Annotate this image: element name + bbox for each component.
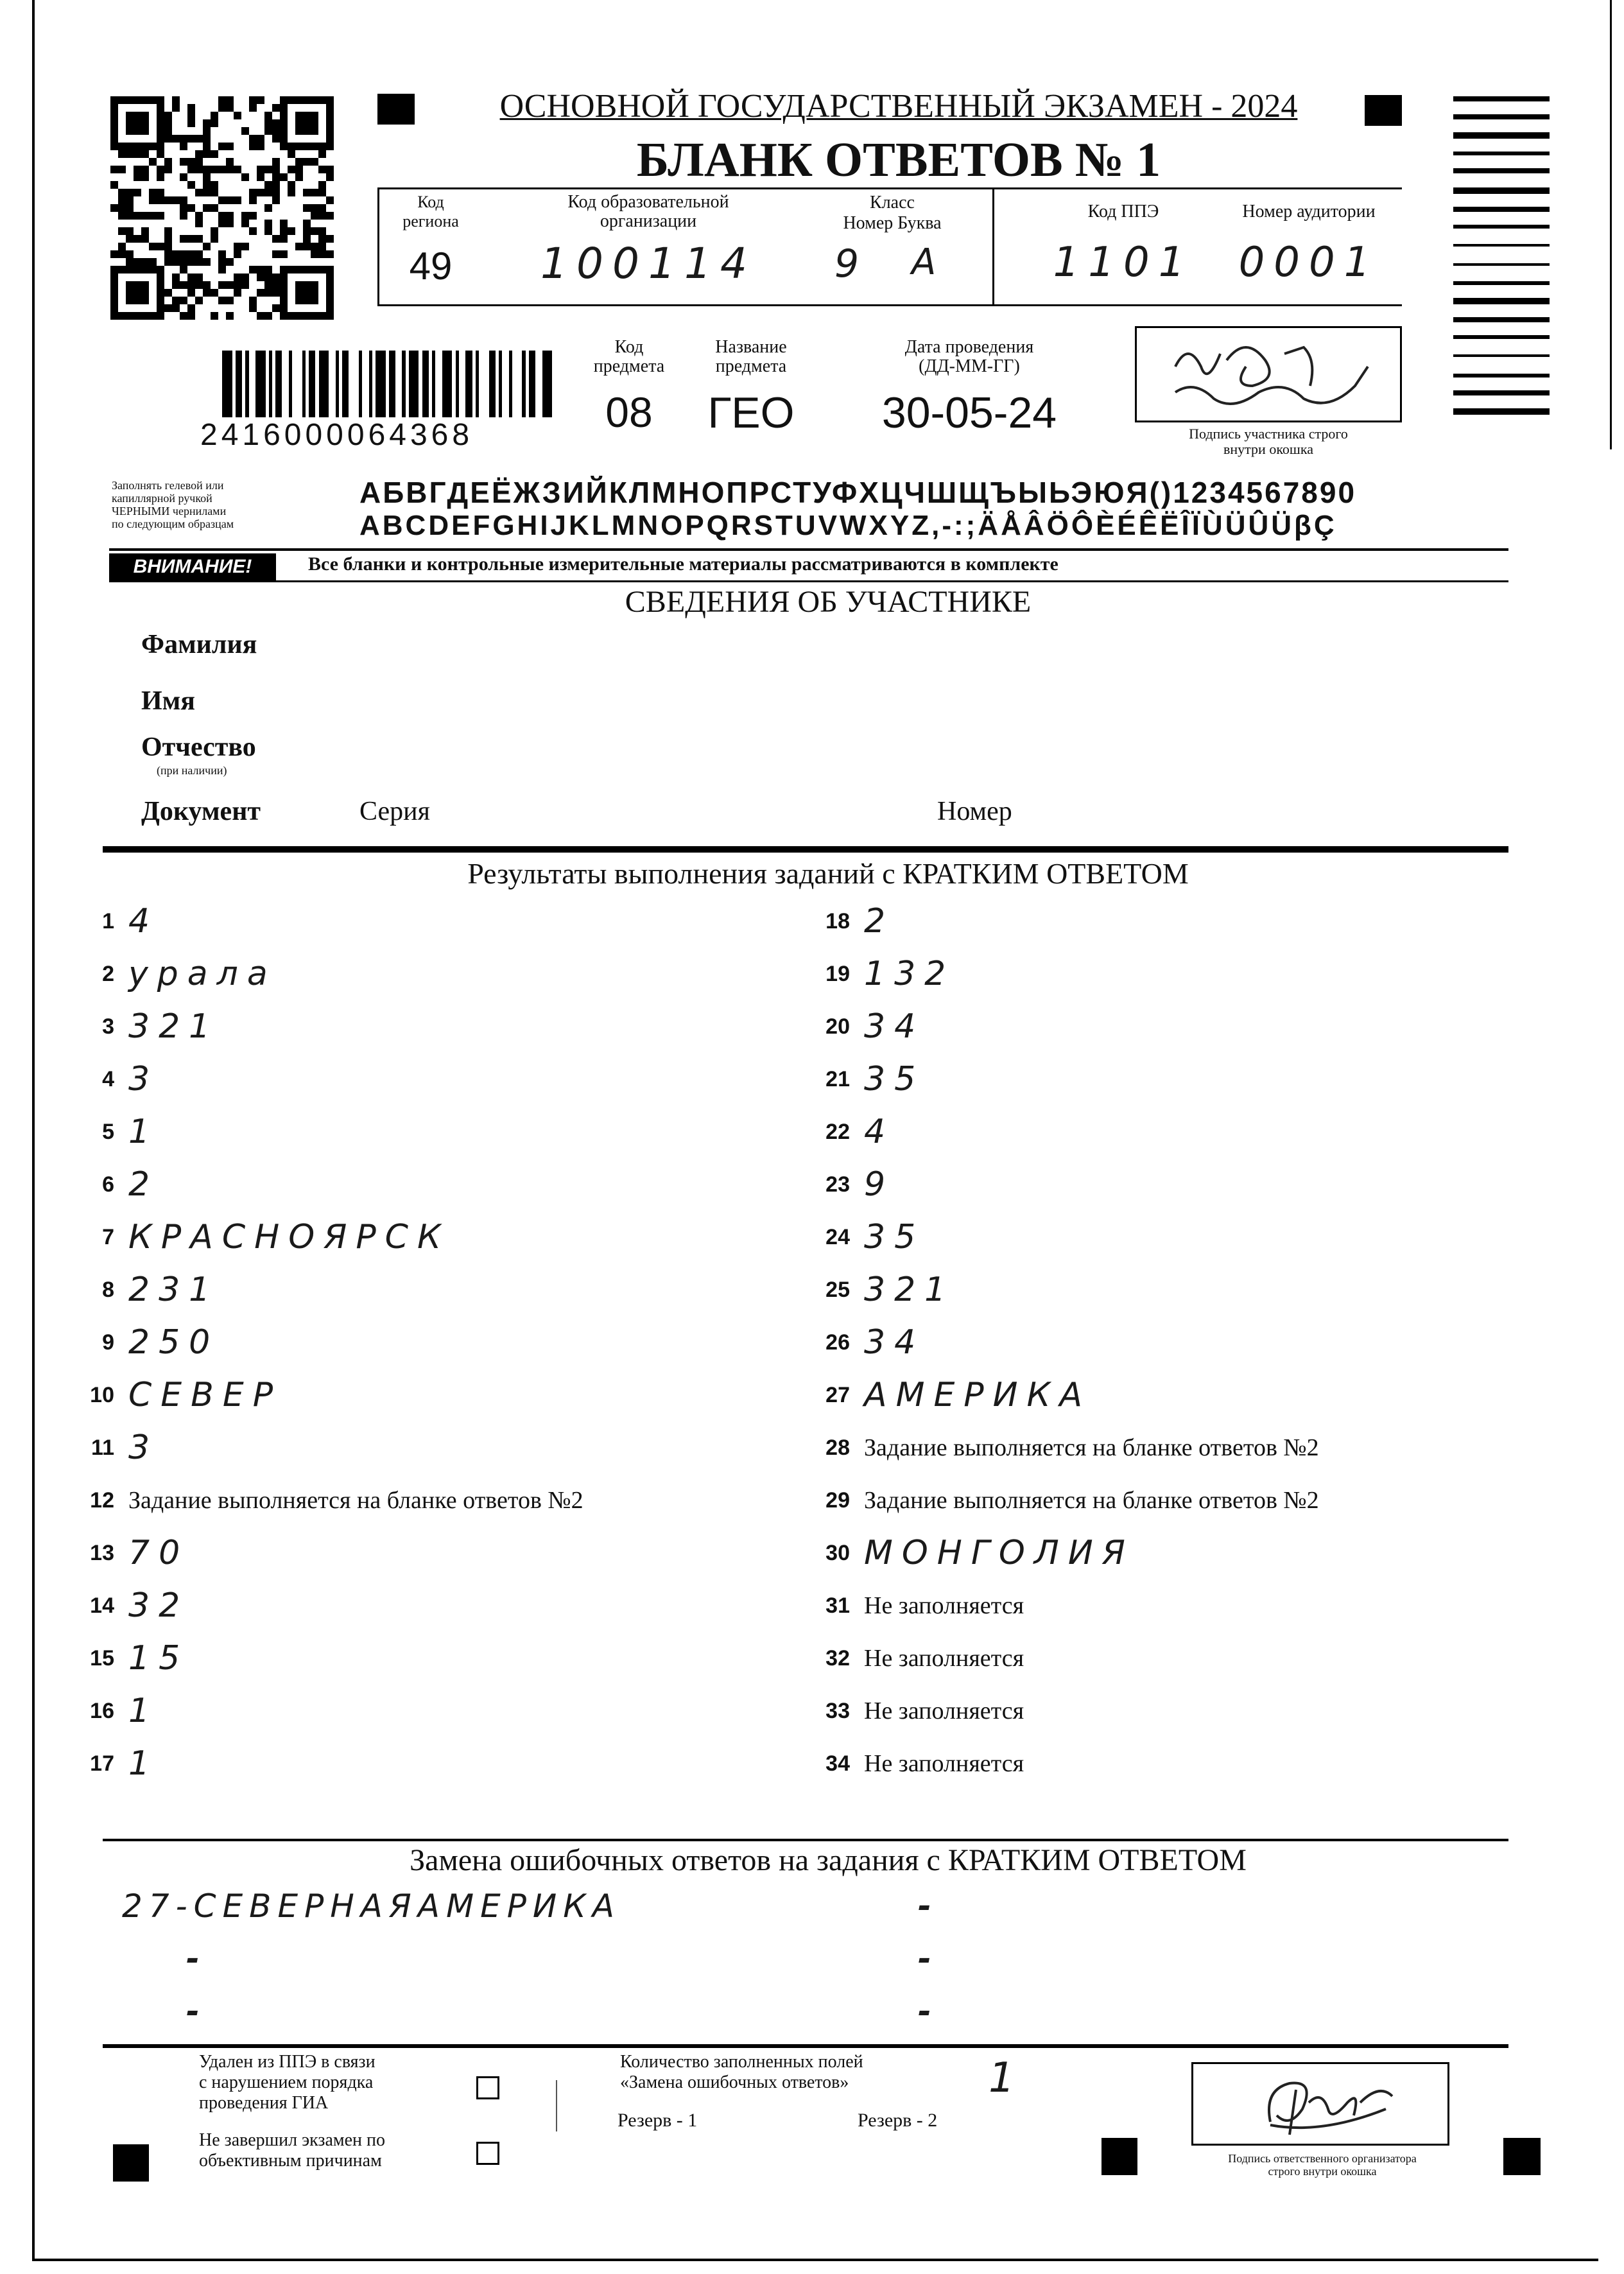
org-value: 100114 xyxy=(540,239,756,288)
linear-barcode xyxy=(222,351,556,417)
subject-name-label: Название предмета xyxy=(715,337,787,376)
task-number: 13 xyxy=(90,1540,114,1565)
answer-field[interactable]: 4 xyxy=(864,1113,895,1151)
answer-row xyxy=(813,1109,894,1154)
org-label: Код образовательной организации xyxy=(567,192,729,231)
answer-field[interactable]: АМЕРИКА xyxy=(864,1376,1092,1414)
answer-row xyxy=(77,1741,159,1786)
room-label: Номер аудитории xyxy=(1242,202,1376,221)
warning-text: Все бланки и контрольные измерительные материалы рассматриваются в комплекте xyxy=(308,553,1058,575)
participant-section-title: СВЕДЕНИЯ ОБ УЧАСТНИКЕ xyxy=(625,585,1032,619)
answer-row xyxy=(813,1004,924,1049)
answer-field[interactable]: 250 xyxy=(128,1323,220,1362)
region-label: Код региона xyxy=(402,193,459,230)
answer-row xyxy=(77,1267,219,1312)
patronymic-note: (при наличии) xyxy=(157,764,227,777)
task-number: 17 xyxy=(90,1751,114,1776)
answer-field[interactable]: 3 xyxy=(128,1060,159,1098)
task-number: 33 xyxy=(825,1698,850,1723)
answer-row xyxy=(813,1267,955,1312)
answer-row xyxy=(77,1320,219,1365)
participant-signature-box[interactable] xyxy=(1135,326,1402,422)
task-number: 4 xyxy=(102,1066,114,1091)
subject-code-label: Код предмета xyxy=(593,337,665,376)
class-label: Класс Номер Буква xyxy=(843,193,942,233)
task-number: 7 xyxy=(102,1224,114,1249)
task-number: 8 xyxy=(102,1277,114,1302)
answer-row xyxy=(77,1373,282,1418)
series-label: Серия xyxy=(359,797,430,826)
answer-field[interactable]: 1 xyxy=(128,1692,159,1730)
organizer-signature-box[interactable] xyxy=(1191,2062,1449,2146)
class-number: 9 xyxy=(834,241,868,286)
answer-field[interactable]: 1 xyxy=(128,1113,159,1151)
answer-row xyxy=(77,1688,159,1733)
answer-field[interactable]: 132 xyxy=(864,955,955,993)
sample-bottom-line xyxy=(109,548,1508,551)
task-number: 18 xyxy=(825,908,850,933)
task-number: 15 xyxy=(90,1645,114,1671)
task-number: 19 xyxy=(825,961,850,986)
answer-row xyxy=(77,951,277,996)
answer-row xyxy=(813,951,955,996)
task-number: 14 xyxy=(90,1593,114,1618)
answer-row xyxy=(813,1320,924,1365)
surname-label: Фамилия xyxy=(141,630,257,659)
participant-signature-caption: Подпись участника строго внутри окошка xyxy=(1189,426,1348,457)
answer-row xyxy=(813,1688,1024,1733)
answer-row xyxy=(813,1636,1024,1681)
answer-field[interactable]: 34 xyxy=(864,1007,925,1046)
organizer-signature-caption: Подпись ответственного организатора строго внутри окошка xyxy=(1228,2152,1417,2178)
answer-field[interactable]: 35 xyxy=(864,1060,925,1098)
answer-row xyxy=(77,1636,189,1681)
answer-row xyxy=(77,1057,159,1102)
name-label: Имя xyxy=(141,686,195,716)
codes-left-line xyxy=(377,187,379,306)
ppe-value: 1101 xyxy=(1053,239,1194,286)
answer-field[interactable]: 9 xyxy=(864,1165,895,1204)
number-label: Номер xyxy=(937,797,1012,826)
task-number: 24 xyxy=(825,1224,850,1249)
answer-field[interactable]: 321 xyxy=(864,1271,955,1309)
corner-marker-top-left xyxy=(377,94,415,125)
answer-field[interactable]: 2 xyxy=(864,902,895,941)
answer-row xyxy=(77,1583,189,1628)
answer-row xyxy=(77,1109,159,1154)
corner-marker-bottom-right xyxy=(1503,2138,1541,2175)
participant-bottom-line xyxy=(103,846,1508,853)
task-note: Задание выполняется на бланке ответов №2 xyxy=(128,1487,583,1514)
side-barcode xyxy=(1453,96,1550,462)
date-label: Дата проведения (ДД-ММ-ГГ) xyxy=(904,337,1034,376)
task-number: 26 xyxy=(825,1330,850,1355)
participant-signature xyxy=(1137,328,1400,421)
answer-row xyxy=(813,1215,924,1260)
replacement-section-title: Замена ошибочных ответов на задания с КРАТКИМ ОТВЕТОМ xyxy=(410,1843,1247,1877)
class-letter: А xyxy=(911,241,946,283)
sample-row-cyrillic: АБВГДЕЁЖЗИЙКЛМНОПРСТУФХЦЧШЩЪЫЬЭЮЯ()1234567890 xyxy=(359,476,1357,509)
task-number: 25 xyxy=(825,1277,850,1302)
task-number: 32 xyxy=(825,1645,850,1671)
answer-row xyxy=(813,1425,1319,1470)
answer-field[interactable]: 321 xyxy=(128,1007,220,1046)
page-left-border xyxy=(32,0,35,2260)
sample-row-latin: ABCDEFGHIJKLMNOPQRSTUVWXYZ,-:;ÄÅÂÖÔÈÉÊËÎÏÙÜÛÜβÇ xyxy=(359,510,1337,541)
answer-row xyxy=(813,1478,1319,1523)
sample-instruction: Заполнять гелевой или капиллярной ручкой ЧЕРНЫМИ чернилами по следующим образцам xyxy=(112,479,234,530)
answer-field[interactable]: СЕВЕР xyxy=(128,1376,282,1414)
task-number: 12 xyxy=(90,1488,114,1513)
patronymic-label: Отчество xyxy=(141,733,256,762)
subject-code-value: 08 xyxy=(605,388,653,436)
answer-row xyxy=(77,1215,450,1260)
answer-row xyxy=(813,1373,1091,1418)
subject-name-value: ГЕО xyxy=(707,388,795,437)
answer-field[interactable]: МОНГОЛИЯ xyxy=(864,1534,1134,1572)
answer-row xyxy=(77,1004,219,1049)
answer-field[interactable]: 2 xyxy=(128,1165,159,1204)
answer-row xyxy=(77,1478,583,1523)
answer-row xyxy=(77,899,159,944)
count-value: 1 xyxy=(989,2054,1024,2102)
codes-bottom-line xyxy=(377,304,1402,306)
corner-marker-bottom-left xyxy=(113,2144,149,2182)
organizer-signature xyxy=(1193,2064,1447,2144)
task-note: Задание выполняется на бланке ответов №2 xyxy=(864,1434,1319,1461)
answer-field[interactable]: 34 xyxy=(864,1323,925,1362)
room-value: 0001 xyxy=(1238,239,1379,286)
task-note: Задание выполняется на бланке ответов №2 xyxy=(864,1487,1319,1514)
replacement-entry[interactable]: - xyxy=(186,1993,200,2030)
answer-field[interactable]: 4 xyxy=(128,902,159,941)
page-bottom-border xyxy=(32,2259,1598,2261)
warning-badge: ВНИМАНИЕ! xyxy=(109,553,276,580)
ppe-label: Код ППЭ xyxy=(1087,202,1159,221)
task-number: 21 xyxy=(825,1066,850,1091)
replacement-entry[interactable]: 27-СЕВЕРНАЯАМЕРИКА xyxy=(122,1888,621,1925)
replacement-entry[interactable]: - xyxy=(918,1888,931,1925)
task-number: 11 xyxy=(91,1435,114,1460)
task-number: 30 xyxy=(825,1540,850,1565)
task-number: 20 xyxy=(825,1014,850,1039)
reserve-1: Резерв - 1 xyxy=(618,2110,698,2131)
codes-divider xyxy=(992,187,994,306)
task-number: 6 xyxy=(102,1172,114,1197)
corner-marker-bottom-middle xyxy=(1101,2138,1137,2175)
task-number: 27 xyxy=(825,1382,850,1407)
answer-field[interactable]: 32 xyxy=(128,1586,189,1625)
task-number: 22 xyxy=(825,1119,850,1144)
task-number: 5 xyxy=(102,1119,114,1144)
answer-row xyxy=(813,1057,924,1102)
region-value: 49 xyxy=(409,245,453,288)
task-note: Не заполняется xyxy=(864,1592,1024,1619)
removed-checkbox[interactable] xyxy=(476,2076,499,2099)
barcode-number: 2416000064368 xyxy=(200,418,474,452)
task-number: 1 xyxy=(102,908,114,933)
document-label: Документ xyxy=(141,797,261,826)
answer-field[interactable]: урала xyxy=(128,955,277,993)
answer-row xyxy=(813,1531,1134,1575)
task-note: Не заполняется xyxy=(864,1697,1024,1724)
corner-marker-top-right xyxy=(1365,95,1402,126)
answers-section-title: Результаты выполнения заданий с КРАТКИМ ОТВЕТОМ xyxy=(467,857,1189,890)
answer-row xyxy=(77,1425,159,1470)
answer-field[interactable]: 231 xyxy=(128,1271,220,1309)
exam-title: ОСНОВНОЙ ГОСУДАРСТВЕННЫЙ ЭКЗАМЕН - 2024 xyxy=(499,88,1298,125)
task-number: 16 xyxy=(90,1698,114,1723)
answer-field[interactable]: КРАСНОЯРСК xyxy=(128,1218,450,1256)
task-number: 2 xyxy=(102,961,114,986)
task-number: 10 xyxy=(90,1382,114,1407)
reserve-2: Резерв - 2 xyxy=(858,2110,938,2131)
answer-row xyxy=(77,1162,159,1207)
removed-label: Удален из ППЭ в связи с нарушением порядка проведения ГИА xyxy=(199,2052,376,2113)
answer-field[interactable]: 35 xyxy=(864,1218,925,1256)
replacement-entry[interactable]: - xyxy=(186,1940,200,1977)
answer-row xyxy=(813,899,894,944)
answer-field[interactable]: 3 xyxy=(128,1428,159,1467)
task-note: Не заполняется xyxy=(864,1750,1024,1777)
replacement-entry[interactable]: - xyxy=(918,1940,931,1977)
page-right-edge-mark xyxy=(1610,0,1612,449)
task-number: 9 xyxy=(102,1330,114,1355)
form-title: БЛАНК ОТВЕТОВ № 1 xyxy=(636,133,1161,187)
warning-bottom-line xyxy=(109,580,1508,582)
answer-row xyxy=(813,1583,1024,1628)
codes-top-line xyxy=(377,187,1402,189)
count-label: Количество заполненных полей «Замена ошибочных ответов» xyxy=(620,2052,863,2092)
task-number: 3 xyxy=(102,1014,114,1039)
task-number: 28 xyxy=(825,1435,850,1460)
task-number: 34 xyxy=(825,1751,850,1776)
answer-field[interactable]: 1 xyxy=(128,1744,159,1783)
answer-row xyxy=(77,1531,189,1575)
task-number: 29 xyxy=(825,1488,850,1513)
task-number: 31 xyxy=(825,1593,850,1618)
answer-row xyxy=(813,1162,894,1207)
answers-bottom-line xyxy=(103,1839,1508,1841)
replacement-entry[interactable]: - xyxy=(918,1993,931,2030)
task-number: 23 xyxy=(825,1172,850,1197)
replacement-bottom-line xyxy=(103,2044,1508,2048)
footer-divider xyxy=(556,2080,557,2131)
date-value: 30-05-24 xyxy=(881,388,1057,437)
qr-code xyxy=(110,96,334,320)
task-note: Не заполняется xyxy=(864,1645,1024,1672)
answer-row xyxy=(813,1741,1024,1786)
answer-field[interactable]: 15 xyxy=(128,1639,189,1678)
not-finished-checkbox[interactable] xyxy=(476,2142,499,2165)
answer-field[interactable]: 70 xyxy=(128,1534,189,1572)
not-finished-label: Не завершил экзамен по объективным причинам xyxy=(199,2130,385,2171)
